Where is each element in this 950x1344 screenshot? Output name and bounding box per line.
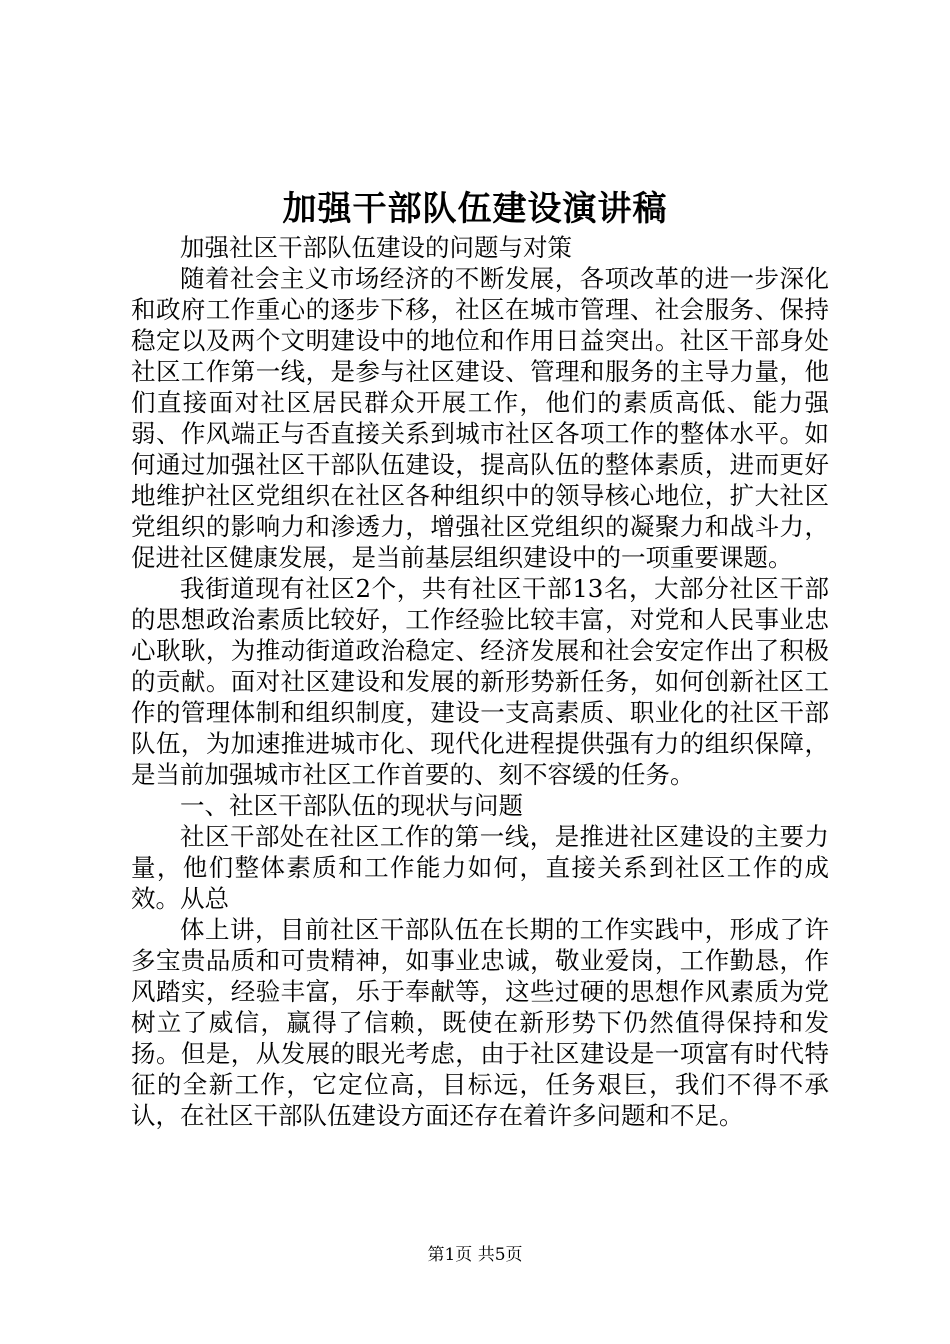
- body-paragraph: 随着社会主义市场经济的不断发展，各项改革的进一步深化和政府工作重心的逐步下移，社区在城市管理、社会服务、保持稳定以及两个文明建设中的地位和作用日益突出。社区干部身处社区工作第一线，是参与社区建设、管理和服务的主导力量，他们直接面对社区居民群众开展工作，他们的素质高低、能力强弱、作风端正与否直接关系到城市社区各项工作的整体水平。如何通过加强社区干部队伍建设，提高队伍的整体素质，进而更好地维护社区党组织在社区各种组织中的领导核心地位，扩大社区党组织的影响力和渗透力，增强社区党组织的凝聚力和战斗力，促进社区健康发展，是当前基层组织建设中的一项重要课题。: [131, 264, 829, 572]
- page-number-footer: 第1页 共5页: [427, 1245, 523, 1265]
- body-paragraph: 社区干部处在社区工作的第一线，是推进社区建设的主要力量，他们整体素质和工作能力如何，直接关系到社区工作的成效。从总: [131, 822, 829, 913]
- document-body: [131, 232, 829, 1131]
- document-title: 加强干部队伍建设演讲稿: [282, 189, 668, 229]
- section-heading: 一、社区干部队伍的现状与问题: [180, 791, 523, 820]
- subtitle-paragraph: 加强社区干部队伍建设的问题与对策: [180, 233, 572, 262]
- body-paragraph: 我街道现有社区2个，共有社区干部13名，大部分社区干部的思想政治素质比较好，工作经验比较丰富，对党和人民事业忠心耿耿，为推动街道政治稳定、经济发展和社会安定作出了积极的贡献。面对社区建设和发展的新形势新任务，如何创新社区工作的管理体制和组织制度，建设一支高素质、职业化的社区干部队伍，为加速推进城市化、现代化进程提供强有力的组织保障，是当前加强城市社区工作首要的、刻不容缓的任务。: [131, 574, 829, 789]
- body-paragraph: 体上讲，目前社区干部队伍在长期的工作实践中，形成了许多宝贵品质和可贵精神，如事业忠诚，敬业爱岗，工作勤恳，作风踏实，经验丰富，乐于奉献等，这些过硬的思想作风素质为党树立了威信，赢得了信赖，既使在新形势下仍然值得保持和发扬。但是，从发展的眼光考虑，由于社区建设是一项富有时代特征的全新工作，它定位高，目标远，任务艰巨，我们不得不承认，在社区干部队伍建设方面还存在着许多问题和不足。: [131, 915, 829, 1130]
